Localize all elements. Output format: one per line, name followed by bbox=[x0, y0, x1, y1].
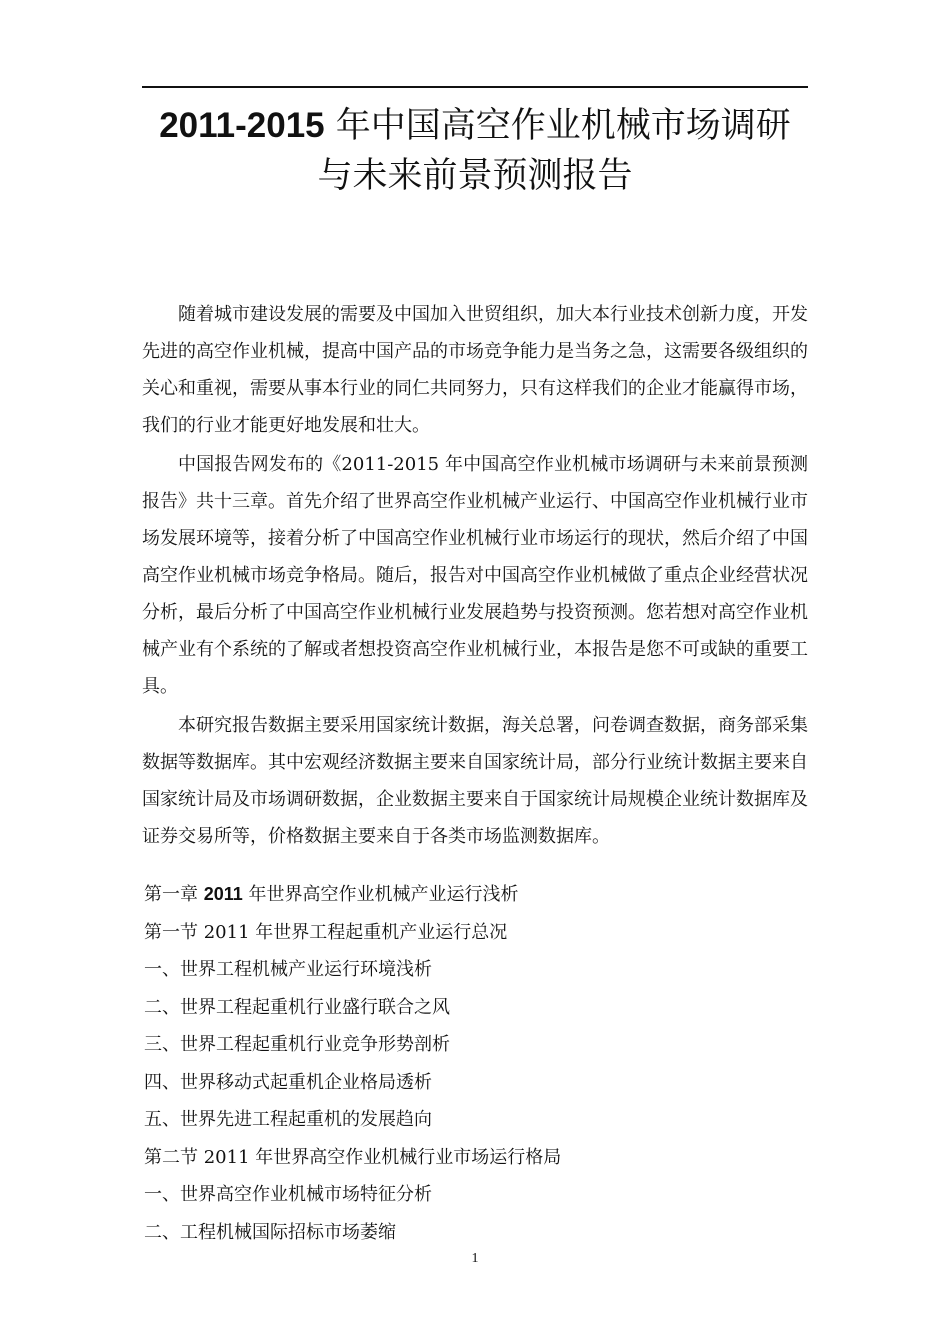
title-line-1 bbox=[142, 101, 808, 151]
header-rule bbox=[142, 86, 808, 88]
toc-chapter-1-year: 2011 bbox=[203, 884, 243, 904]
intro-paragraph-3: 本研究报告数据主要采用国家统计数据，海关总署，问卷调查数据，商务部采集数据等数据库。其中宏观经济数据主要来自国家统计局，部分行业统计数据主要来自国家统计局及市场调研数据，企业数据主要来自于国家统计局规模企业统计数据库及证券交易所等，价格数据主要来自于各类市场监测数据库。 bbox=[142, 715, 808, 847]
table-of-contents bbox=[144, 876, 808, 1251]
toc-item: 第二节 2011 年世界高空作业机械行业市场运行格局 bbox=[144, 1146, 562, 1168]
toc-item: 第一节 2011 年世界工程起重机产业运行总况 bbox=[144, 921, 508, 943]
toc-item: 二、世界工程起重机行业盛行联合之风 bbox=[144, 996, 450, 1018]
title-line-2: 与未来前景预测报告 bbox=[317, 156, 633, 196]
intro-paragraph-2: 中国报告网发布的《2011-2015 年中国高空作业机械市场调研与未来前景预测报告》共十三章。首先介绍了世界高空作业机械产业运行、中国高空作业机械行业市场发展环境等，接着分析了中国高空作业机械行业市场运行的现状，然后介绍了中国高空作业机械市场竞争格局。随后，报告对中国高空作业机械做了重点企业经营状况分析，最后分析了中国高空作业机械行业发展趋势与投资预测。您若想对高空作业机械产业有个系统的了解或者想投资高空作业机械行业，本报告是您不可或缺的重要工具。 bbox=[142, 454, 808, 697]
toc-chapter-1 bbox=[144, 876, 808, 914]
toc-item: 一、世界高空作业机械市场特征分析 bbox=[144, 1184, 432, 1205]
toc-item: 一、世界工程机械产业运行环境浅析 bbox=[144, 959, 432, 980]
toc-item: 五、世界先进工程起重机的发展趋向 bbox=[144, 1109, 432, 1130]
intro-paragraph-1: 随着城市建设发展的需要及中国加入世贸组织，加大本行业技术创新力度，开发先进的高空作业机械，提高中国产品的市场竞争能力是当务之急，这需要各级组织的关心和重视，需要从事本行业的同仁共同努力，只有这样我们的企业才能赢得市场，我们的行业才能更好地发展和壮大。 bbox=[142, 304, 808, 436]
report-title bbox=[142, 101, 808, 201]
toc-item: 四、世界移动式起重机企业格局透析 bbox=[144, 1071, 432, 1093]
title-year-range: 2011-2015 bbox=[159, 106, 325, 145]
title-line-1-text: 年中国高空作业机械市场调研 bbox=[324, 106, 791, 146]
toc-chapter-1-prefix: 第一章 bbox=[144, 884, 204, 905]
intro-section bbox=[142, 296, 808, 857]
toc-chapter-1-title: 年世界高空作业机械产业运行浅析 bbox=[242, 884, 519, 905]
page-number: 1 bbox=[471, 1251, 479, 1266]
toc-item: 三、世界工程起重机行业竞争形势剖析 bbox=[144, 1034, 450, 1055]
toc-item: 二、工程机械国际招标市场萎缩 bbox=[144, 1221, 396, 1243]
